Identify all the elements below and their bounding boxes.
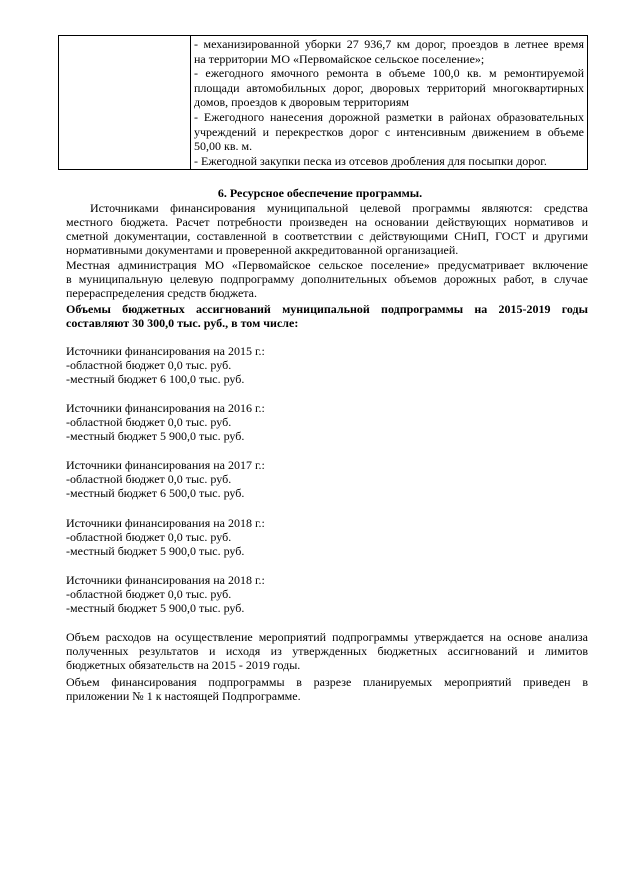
funding-local: -местный бюджет 5 900,0 тыс. руб.	[66, 544, 245, 558]
funding-heading: Источники финансирования на 2015 г.:	[66, 344, 265, 358]
paragraph-line: полученных результатов и исходя из утвержденных бюджетных ассигнований и лимитов	[66, 644, 588, 658]
measure-line: 50,00 кв. м.	[194, 139, 253, 154]
funding-heading: Источники финансирования на 2016 г.:	[66, 401, 265, 415]
paragraph-line: местного бюджета. Расчет потребности произведен на основании действующих нормативов и	[66, 215, 588, 229]
budget-summary-line: составляют 30 300,0 тыс. руб., в том числе:	[66, 316, 299, 330]
funding-regional: -областной бюджет 0,0 тыс. руб.	[66, 472, 232, 486]
funding-regional: -областной бюджет 0,0 тыс. руб.	[66, 415, 232, 429]
paragraph-line: бюджетных обязательств на 2015 - 2019 годы.	[66, 658, 301, 672]
paragraph-line: Объем финансирования подпрограммы в разрезе планируемых мероприятий приведен в	[66, 675, 588, 689]
paragraph-line: перераспределения средств бюджета.	[66, 286, 258, 300]
measure-line: - Ежегодного нанесения дорожной разметки в районах образовательных	[194, 109, 584, 124]
table-cell-empty	[59, 36, 191, 170]
funding-local: -местный бюджет 5 900,0 тыс. руб.	[66, 429, 245, 443]
paragraph-line: Объем расходов на осуществление мероприятий подпрограммы утверждается на основе анализа	[66, 630, 588, 644]
funding-regional: -областной бюджет 0,0 тыс. руб.	[66, 358, 232, 372]
section-title: 6. Ресурсное обеспечение программы.	[217, 186, 423, 200]
funding-local: -местный бюджет 5 900,0 тыс. руб.	[66, 601, 245, 615]
paragraph-line: в муниципальную целевую подпрограмму дополнительных объемов дорожных работ, в случае	[66, 272, 588, 286]
budget-summary-line: Объемы бюджетных ассигнований муниципальной подпрограммы на 2015-2019 годы	[66, 302, 588, 316]
paragraph-line: Источниками финансирования муниципальной целевой программы являются: средства	[90, 201, 588, 215]
measure-line: учреждений и перекрестков дорог с интенсивным движением в объеме	[194, 124, 584, 139]
funding-local: -местный бюджет 6 500,0 тыс. руб.	[66, 486, 245, 500]
measures-table	[58, 35, 588, 170]
funding-regional: -областной бюджет 0,0 тыс. руб.	[66, 587, 232, 601]
measure-line: - ежегодного ямочного ремонта в объеме 100,0 кв. м ремонтируемой	[194, 66, 584, 81]
table-row	[59, 36, 588, 170]
measure-line: - механизированной уборки 27 936,7 км дорог, проездов в летнее время	[194, 37, 584, 51]
funding-heading: Источники финансирования на 2018 г.:	[66, 573, 265, 587]
paragraph-line: Местная администрация МО «Первомайское сельское поселение» предусматривает включение	[66, 258, 588, 272]
measure-line: площади автомобильных дорог, дворовых территорий многоквартирных	[194, 80, 584, 95]
table-cell-measures	[191, 36, 588, 170]
paragraph-line: сметной документации, составленной в соответствии с действующими СНиП, ГОСТ и другими	[66, 229, 588, 243]
paragraph-line: нормативными документами и проверенной аккредитованной организацией.	[66, 243, 459, 257]
measure-line: - Ежегодной закупки песка из отсевов дробления для посыпки дорог.	[194, 153, 547, 168]
funding-heading: Источники финансирования на 2017 г.:	[66, 458, 265, 472]
funding-local: -местный бюджет 6 100,0 тыс. руб.	[66, 372, 245, 386]
funding-heading: Источники финансирования на 2018 г.:	[66, 516, 265, 530]
measure-line: на территории МО «Первомайское сельское поселение»;	[194, 51, 485, 66]
paragraph-line: приложении № 1 к настоящей Подпрограмме.	[66, 689, 301, 703]
measure-line: домов, проездов к дворовым территориям	[194, 95, 409, 110]
funding-regional: -областной бюджет 0,0 тыс. руб.	[66, 530, 232, 544]
